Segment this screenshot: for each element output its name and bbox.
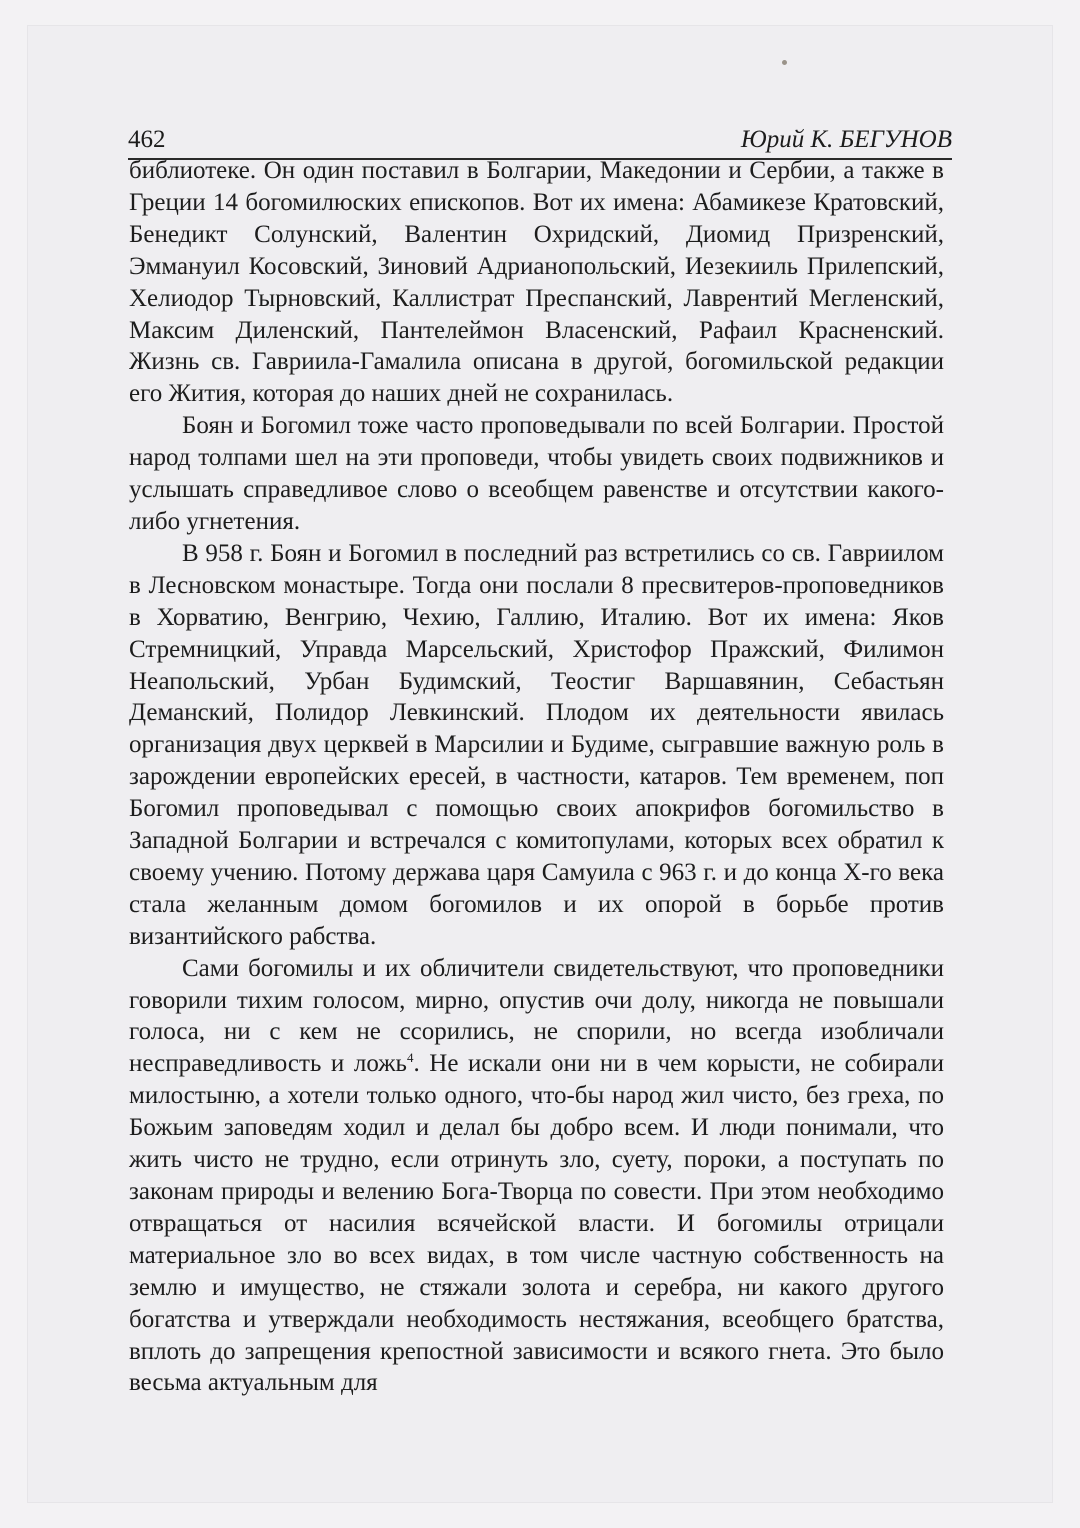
paper-speck xyxy=(782,60,787,65)
paragraph-preachers xyxy=(129,953,944,1400)
paragraph-boyan-bogomil: Боян и Богомил тоже часто проповедывали по всей Болгарии. Простой народ толпами шел на эти проповеди, чтобы увидеть своих подвижников и услышать справедливое слово о всеобщем равенстве и отсутствии какого-либо угнетения. xyxy=(129,412,944,535)
running-head-author: Юрий К. БЕГУНОВ xyxy=(740,126,952,153)
paragraph-preachers-part2: . Не искали они ни в чем корысти, не собирали милостыню, а хотели только одного, что-бы народ жил чисто, без греха, по Божьим заповедям ходил и делал бы добро всем. И люди понимали, что жить чисто не трудно, если отринуть зло, суету, пороки, а поступать по законам природы и велению Бога-Творца по совести. При этом необходимо отвращаться от насилия всячейской власти. И богомилы отрицали материальное зло во всех видах, в том числе частную собственность на землю и имущество, не стяжали золота и серебра, ни какого другого богатства и утверждали необходимость нестяжания, всеобщего братства, вплоть до запрещения крепостной зависимости и всякого гнета. Это было весьма актуальным для xyxy=(129,1050,944,1397)
footnote-marker[interactable]: 4 xyxy=(406,1050,414,1066)
page-number: 462 xyxy=(128,126,166,153)
paragraph-continued: библиотеке. Он один поставил в Болгарии, Македонии и Сербии, а также в Греции 14 богомилюских епископов. Вот их имена: Абамикезе Кратовский, Бенедикт Солунский, Валентин Охридский, Диомид Призренский, Эммануил Косовский, Зиновий Адрианопольский, Иезекииль Прилепский, Хелиодор Тырновский, Каллистрат Преспанский, Лаврентий Мегленский, Максим Диленский, Пантелеймон Власенский, Рафаил Красненский. Жизнь св. Гавриила-Гамалила описана в другой, богомильской редакции его Жития, которая до наших дней не сохранилась. xyxy=(129,157,944,408)
paragraph-preachers-part1: Сами богомилы и их обличители свидетельствуют, что проповедники говорили тихим голосом, мирно, опустив очи долу, никогда не повышали голоса, ни с кем не ссорились, не спорили, но всегда изобличали несправедливость и ложь xyxy=(129,954,944,1078)
paragraph-958: В 958 г. Боян и Богомил в последний раз встретились со св. Гавриилом в Лесновском монастыре. Тогда они послали 8 пресвитеров-проповедников в Хорватию, Венгрию, Чехию, Галлию, Италию. Вот их имена: Яков Стремницкий, Управда Марсельский, Христофор Пражский, Филимон Неапольский, Урбан Будимский, Теостиг Варшавянин, Себастьян Деманский, Полидор Левкинский. Плодом их деятельности явилась организация двух церквей в Марсилии и Будиме, сыгравшие важную роль в зарождении европейских ересей, в частности, катаров. Тем временем, поп Богомил проповедывал с помощью своих апокрифов богомильство в Западной Болгарии и встречался с комитопулами, которых всех обратил к своему учению. Потому держава царя Самуила с 963 г. и до конца X-го века стала желанным домом богомилов и их опорой в борьбе против византийского рабства. xyxy=(129,539,944,950)
page-header xyxy=(128,114,952,160)
page-body-text xyxy=(129,155,944,1399)
